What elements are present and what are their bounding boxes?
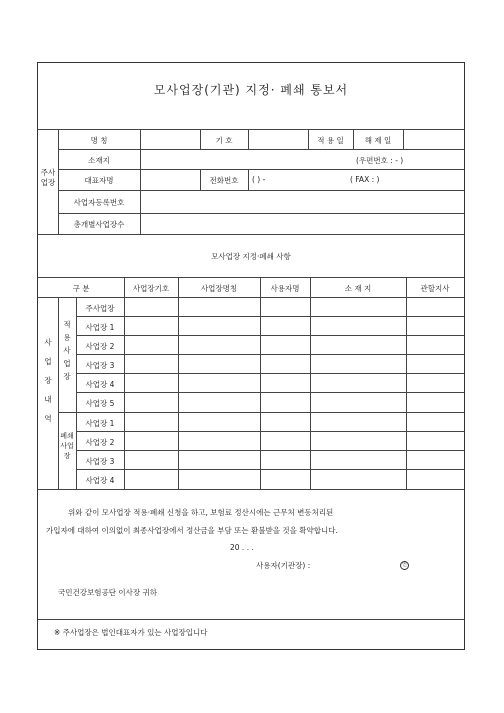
date-line: 20 . . . xyxy=(230,543,254,552)
divider xyxy=(38,129,464,130)
total-count-label: 총개별사업장수 xyxy=(73,220,125,229)
col-header-branch: 관할지사 xyxy=(420,284,450,293)
divider xyxy=(248,169,249,190)
page-title: 모사업장(기관) 지정· 폐쇄 통보서 xyxy=(153,83,349,97)
divider xyxy=(58,169,464,170)
apply-row-label: 사업장 4 xyxy=(85,380,115,389)
fax-text: ( FAX : ) xyxy=(350,175,380,184)
col-header-code: 사업장기호 xyxy=(132,284,170,293)
recipient-line: 국민건강보험공단 이사장 귀하 xyxy=(58,588,157,597)
statement-line-2: 가입자에 대하여 이의없이 최종사업장에서 정산금을 부담 또는 환불받을 것을 확약합니다. xyxy=(46,526,338,535)
close-row-label: 사업장 3 xyxy=(85,457,115,466)
close-row-label: 사업장 2 xyxy=(85,438,115,447)
divider xyxy=(406,277,407,489)
section-title: 모사업장 지정·폐쇄 사항 xyxy=(211,252,291,261)
phone-text: ( ) - xyxy=(252,175,266,184)
applied-group-label: 적 용 사 업 장 xyxy=(63,320,71,381)
divider xyxy=(248,129,249,149)
divider xyxy=(38,277,464,278)
main-workplace-label: 주사 업장 xyxy=(40,168,56,187)
col-header-address: 소 재 지 xyxy=(344,284,372,293)
divider xyxy=(178,277,179,489)
apply-row-label: 사업장 1 xyxy=(85,323,115,332)
close-row-label: 사업장 4 xyxy=(85,476,115,485)
divider xyxy=(38,234,464,235)
signer-label: 사용자(기관장) : xyxy=(256,561,311,570)
representative-label: 대표자명 xyxy=(84,176,114,185)
name-label: 명 칭 xyxy=(90,136,108,145)
divider xyxy=(38,619,464,620)
apply-row-label: 사업장 2 xyxy=(85,342,115,351)
postal-code-text: (우편번호 : - ) xyxy=(356,156,404,165)
divider xyxy=(58,149,464,150)
divider xyxy=(58,190,464,191)
apply-row-label: 사업장 5 xyxy=(85,399,115,408)
apply-row-label: 사업장 3 xyxy=(85,361,115,370)
divider xyxy=(58,412,464,413)
release-date-label: 해 제 일 xyxy=(364,136,392,145)
divider xyxy=(260,277,261,489)
divider xyxy=(58,213,464,214)
phone-label: 전화번호 xyxy=(209,176,239,185)
col-header-name: 사업장명칭 xyxy=(200,284,238,293)
apply-row-label: 주사업장 xyxy=(85,304,115,313)
divider xyxy=(124,277,125,489)
apply-date-label: 적 용 일 xyxy=(317,136,344,145)
col-header-category: 구 분 xyxy=(72,284,90,293)
bizreg-label: 사업자등록번호 xyxy=(73,198,125,207)
statement-line-1: 위와 같이 모사업장 적용·폐쇄 신청을 하고, 보험료 정산시에는 근무처 변동처리된 xyxy=(68,508,334,517)
divider xyxy=(38,297,464,298)
divider xyxy=(38,489,464,490)
address-label: 소재지 xyxy=(88,156,110,165)
divider xyxy=(403,129,404,149)
col-header-user: 사용자명 xyxy=(270,284,300,293)
close-row-label: 사업장 1 xyxy=(85,419,115,428)
seal-mark: 인 xyxy=(400,560,409,570)
workplace-details-label: 사 업 장 내 역 xyxy=(44,338,52,423)
form-page xyxy=(37,62,465,650)
divider xyxy=(140,129,141,234)
closed-group-label: 폐쇄 사업 장 xyxy=(60,432,74,460)
divider xyxy=(310,277,311,489)
code-label: 기 호 xyxy=(215,136,233,145)
footnote: ※ 주사업장은 법인대표자가 있는 사업장입니다 xyxy=(54,628,208,637)
